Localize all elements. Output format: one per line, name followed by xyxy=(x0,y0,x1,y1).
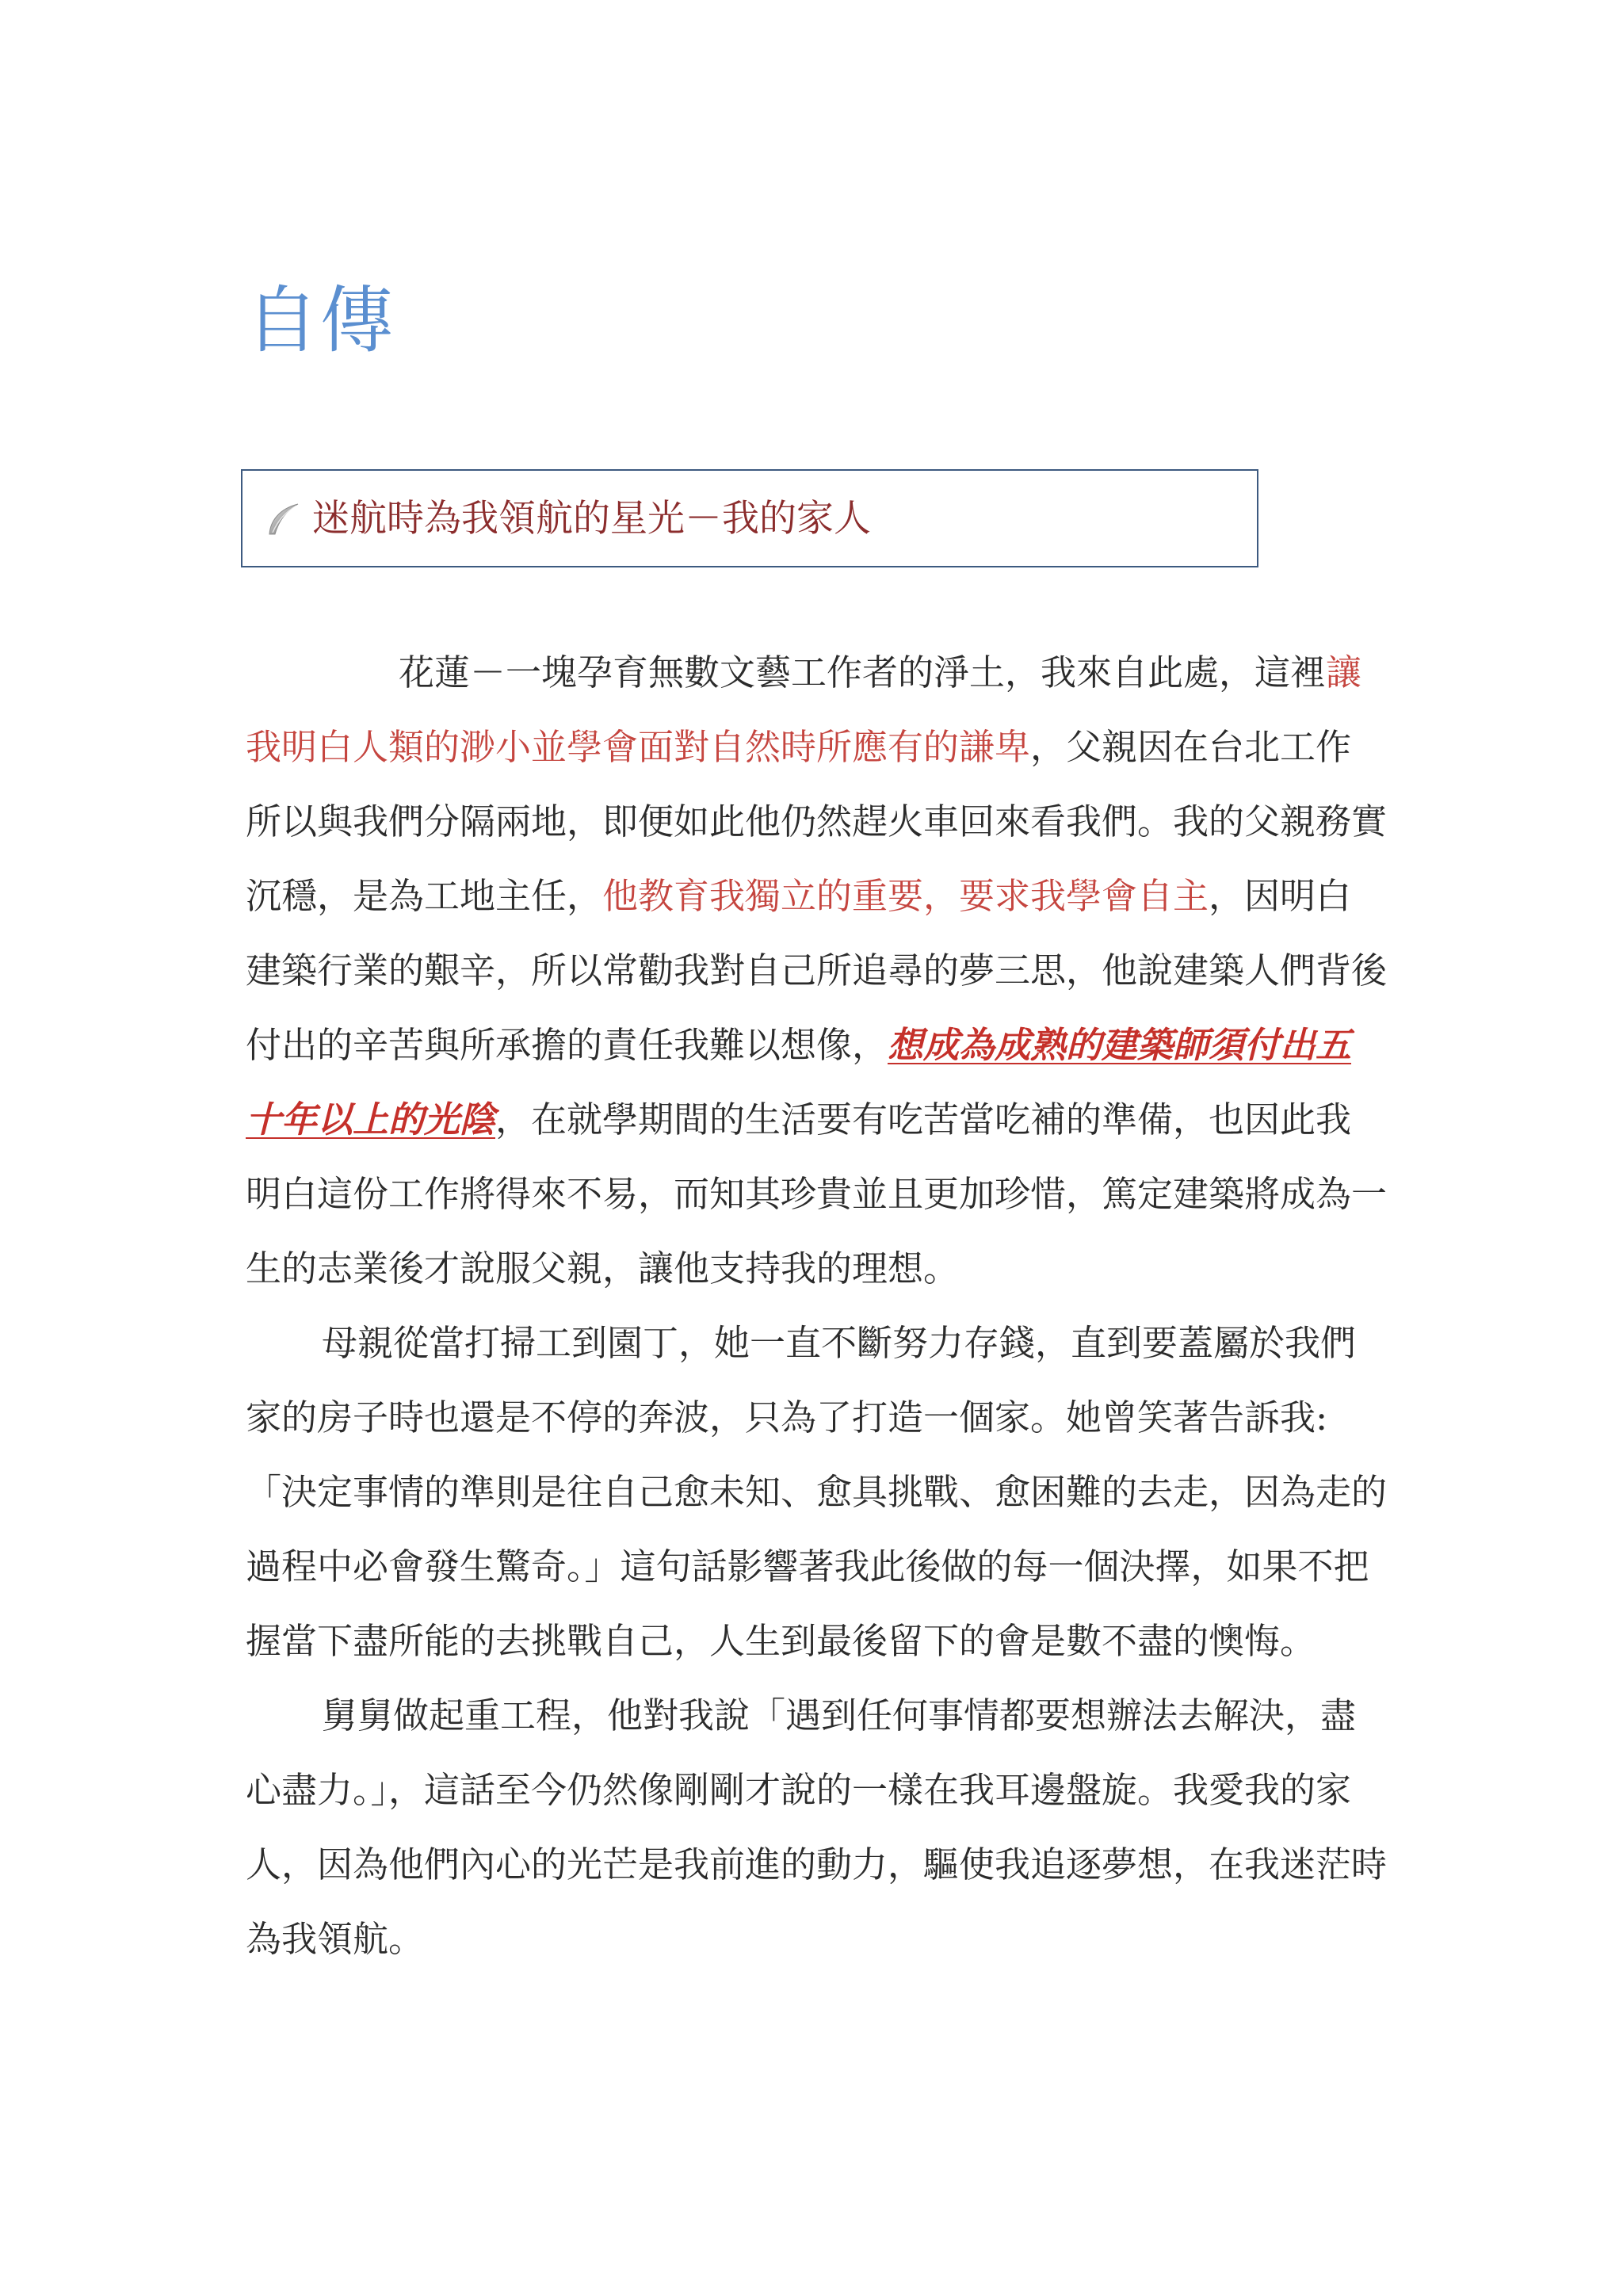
paragraph-father xyxy=(246,636,1387,1306)
quill-icon xyxy=(263,499,303,539)
page-title: 自傳 xyxy=(246,278,395,363)
emphasis-text: 想成為成熟的建築師須付出五十年以上的光陰 xyxy=(246,1024,1352,1140)
section-heading-box xyxy=(241,469,1258,567)
paragraph-mother: 母親從當打掃工到園丁，她一直不斷努力存錢，直到要蓋屬於我們家的房子時也還是不停的奔波，只為了打造一個家。她曾笑著告訴我:「決定事情的準則是往自己愈未知、愈具挑戰、愈困難的去走，因為走的過程中必會發生驚奇。」這句話影響著我此後做的每一個決擇，如果不把握當下盡所能的去挑戰自己，人生到最後留下的會是數不盡的懊悔。 xyxy=(246,1322,1388,1662)
text-run: 花蓮－一塊孕育無數文藝工作者的淨土，我來自此處，這裡 xyxy=(399,651,1327,693)
text-run: ，在就學期間的生活要有吃苦當吃補的準備，也因此我明白這份工作將得來不易，而知其珍貴並且更加珍惜，篤定建築將成為一生的志業後才說服父親，讓他支持我的理想。 xyxy=(246,1098,1388,1289)
section-heading: 迷航時為我領航的星光－我的家人 xyxy=(312,497,871,541)
text-run: ，父親因在台北工作所以與我們分隔兩地，即便如此他仍然趕火車回來看我們。我的父親務實沉穩，是為工地主任， xyxy=(246,726,1388,917)
highlight-text: 他教育我獨立的重要，要求我學會自主 xyxy=(602,875,1209,917)
highlight-text: 讓我明白人類的渺小並學會面對自然時所應有的謙卑 xyxy=(246,651,1362,768)
paragraph-uncle: 舅舅做起重工程，他對我說「遇到任何事情都要想辦法去解決，盡心盡力。」，這話至今仍然像剛剛才說的一樣在我耳邊盤旋。我愛我的家人，因為他們內心的光芒是我前進的動力，驅使我追逐夢想，在我迷茫時為我領航。 xyxy=(246,1694,1388,1960)
body-text xyxy=(246,636,1387,1977)
text-run: ，因明白建築行業的艱辛，所以常勸我對自己所追尋的夢三思，他說建築人們背後付出的辛苦與所承擔的責任我難以想像， xyxy=(246,875,1388,1066)
